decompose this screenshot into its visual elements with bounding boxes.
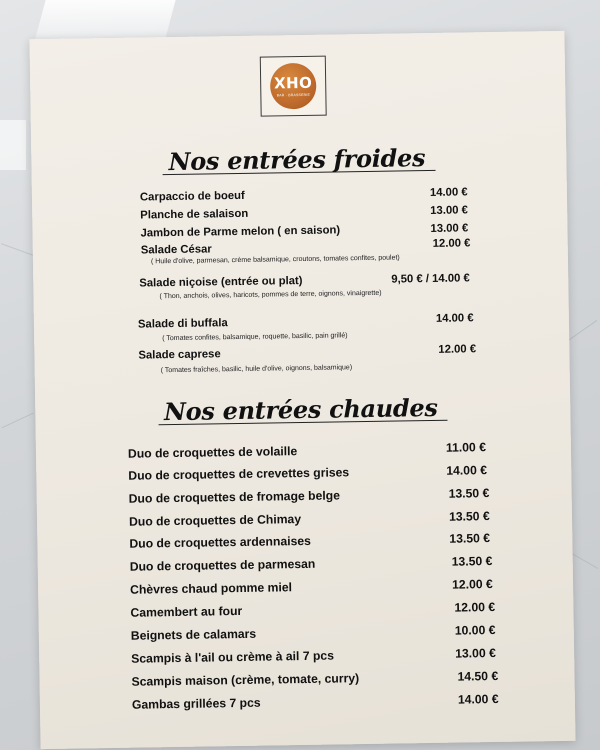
cold-item-name: Planche de salaison	[140, 207, 249, 222]
marble-vein	[570, 552, 598, 569]
hot-item-name: Scampis maison (crème, tomate, curry)	[131, 671, 360, 689]
hot-item-name: Duo de croquettes de crevettes grises	[128, 465, 350, 483]
cold-item-name: Carpaccio de boeuf	[139, 189, 245, 204]
hot-item-price: 11.00 €	[445, 440, 487, 455]
hot-item-name: Duo de croquettes ardennaises	[129, 533, 311, 551]
cold-item-name: Salade César	[140, 243, 212, 257]
light-glare	[0, 120, 26, 170]
cold-heading-text: Nos entrées froides	[162, 145, 435, 175]
hot-item-price: 14.50 €	[457, 668, 499, 684]
hot-item-name: Gambas grillées 7 pcs	[131, 695, 261, 712]
logo-text: XHO	[273, 73, 313, 92]
marble-vein	[1, 413, 33, 429]
hot-item-price: 13.50 €	[449, 531, 491, 546]
cold-item-price: 9,50 € / 14.00 €	[391, 272, 470, 286]
hot-item-price: 12.00 €	[451, 577, 493, 592]
cold-item-price: 13.00 €	[430, 204, 468, 217]
cold-item-name: Salade niçoise (entrée ou plat)	[139, 274, 303, 290]
hot-item-name: Duo de croquettes de Chimay	[128, 512, 302, 529]
hot-item-price: 13.50 €	[448, 486, 490, 501]
cold-starters-heading	[31, 141, 566, 178]
cold-item-description: ( Thon, anchois, olives, haricots, pommes de terre, oignons, vinaigrette)	[159, 289, 382, 301]
hot-item-name: Beignets de calamars	[130, 626, 257, 643]
logo-subtitle: BAR · BRASSERIE	[276, 92, 311, 97]
hot-item-name: Scampis à l'ail ou crème à ail 7 pcs	[131, 648, 335, 666]
hot-item-name: Duo de croquettes de parmesan	[129, 556, 316, 574]
cold-item-description: ( Tomates fraîches, basilic, huile d'olive, oignons, balsamique)	[160, 364, 353, 375]
marble-vein	[568, 320, 597, 341]
hot-item-price: 10.00 €	[454, 622, 496, 638]
hot-item-price: 14.00 €	[457, 691, 499, 707]
light-glare	[34, 0, 175, 42]
cold-item-price: 12.00 €	[438, 343, 477, 356]
hot-item-name: Duo de croquettes de fromage belge	[128, 488, 341, 506]
hot-item-price: 13.50 €	[448, 509, 490, 524]
cold-item-name: Salade caprese	[138, 348, 221, 362]
cold-item-price: 14.00 €	[429, 186, 468, 199]
hot-starters-heading	[35, 391, 570, 428]
cold-item-description: ( Tomates confites, balsamique, roquette, basilic, pain grillé)	[162, 332, 348, 343]
cold-item-price: 12.00 €	[432, 237, 471, 250]
restaurant-logo	[260, 56, 327, 117]
hot-item-name: Duo de croquettes de volaille	[127, 444, 298, 461]
menu-card	[29, 31, 575, 749]
hot-item-name: Chèvres chaud pomme miel	[130, 580, 293, 597]
cold-item-name: Jambon de Parme melon ( en saison)	[140, 224, 341, 240]
hot-item-price: 13.00 €	[455, 645, 496, 661]
hot-item-price: 14.00 €	[446, 463, 488, 478]
hot-heading-text: Nos entrées chaudes	[158, 395, 448, 426]
cold-item-description: ( Huile d'olive, parmesan, crème balsamique, croutons, tomates confites, poulet)	[150, 254, 400, 266]
cold-item-price: 13.00 €	[430, 222, 469, 235]
logo-emblem	[270, 63, 317, 110]
cold-item-name: Salade di buffala	[137, 317, 228, 331]
cold-item-price: 14.00 €	[435, 312, 474, 325]
hot-item-name: Camembert au four	[130, 603, 243, 620]
hot-item-price: 12.00 €	[454, 600, 496, 615]
hot-item-price: 13.50 €	[451, 554, 493, 569]
